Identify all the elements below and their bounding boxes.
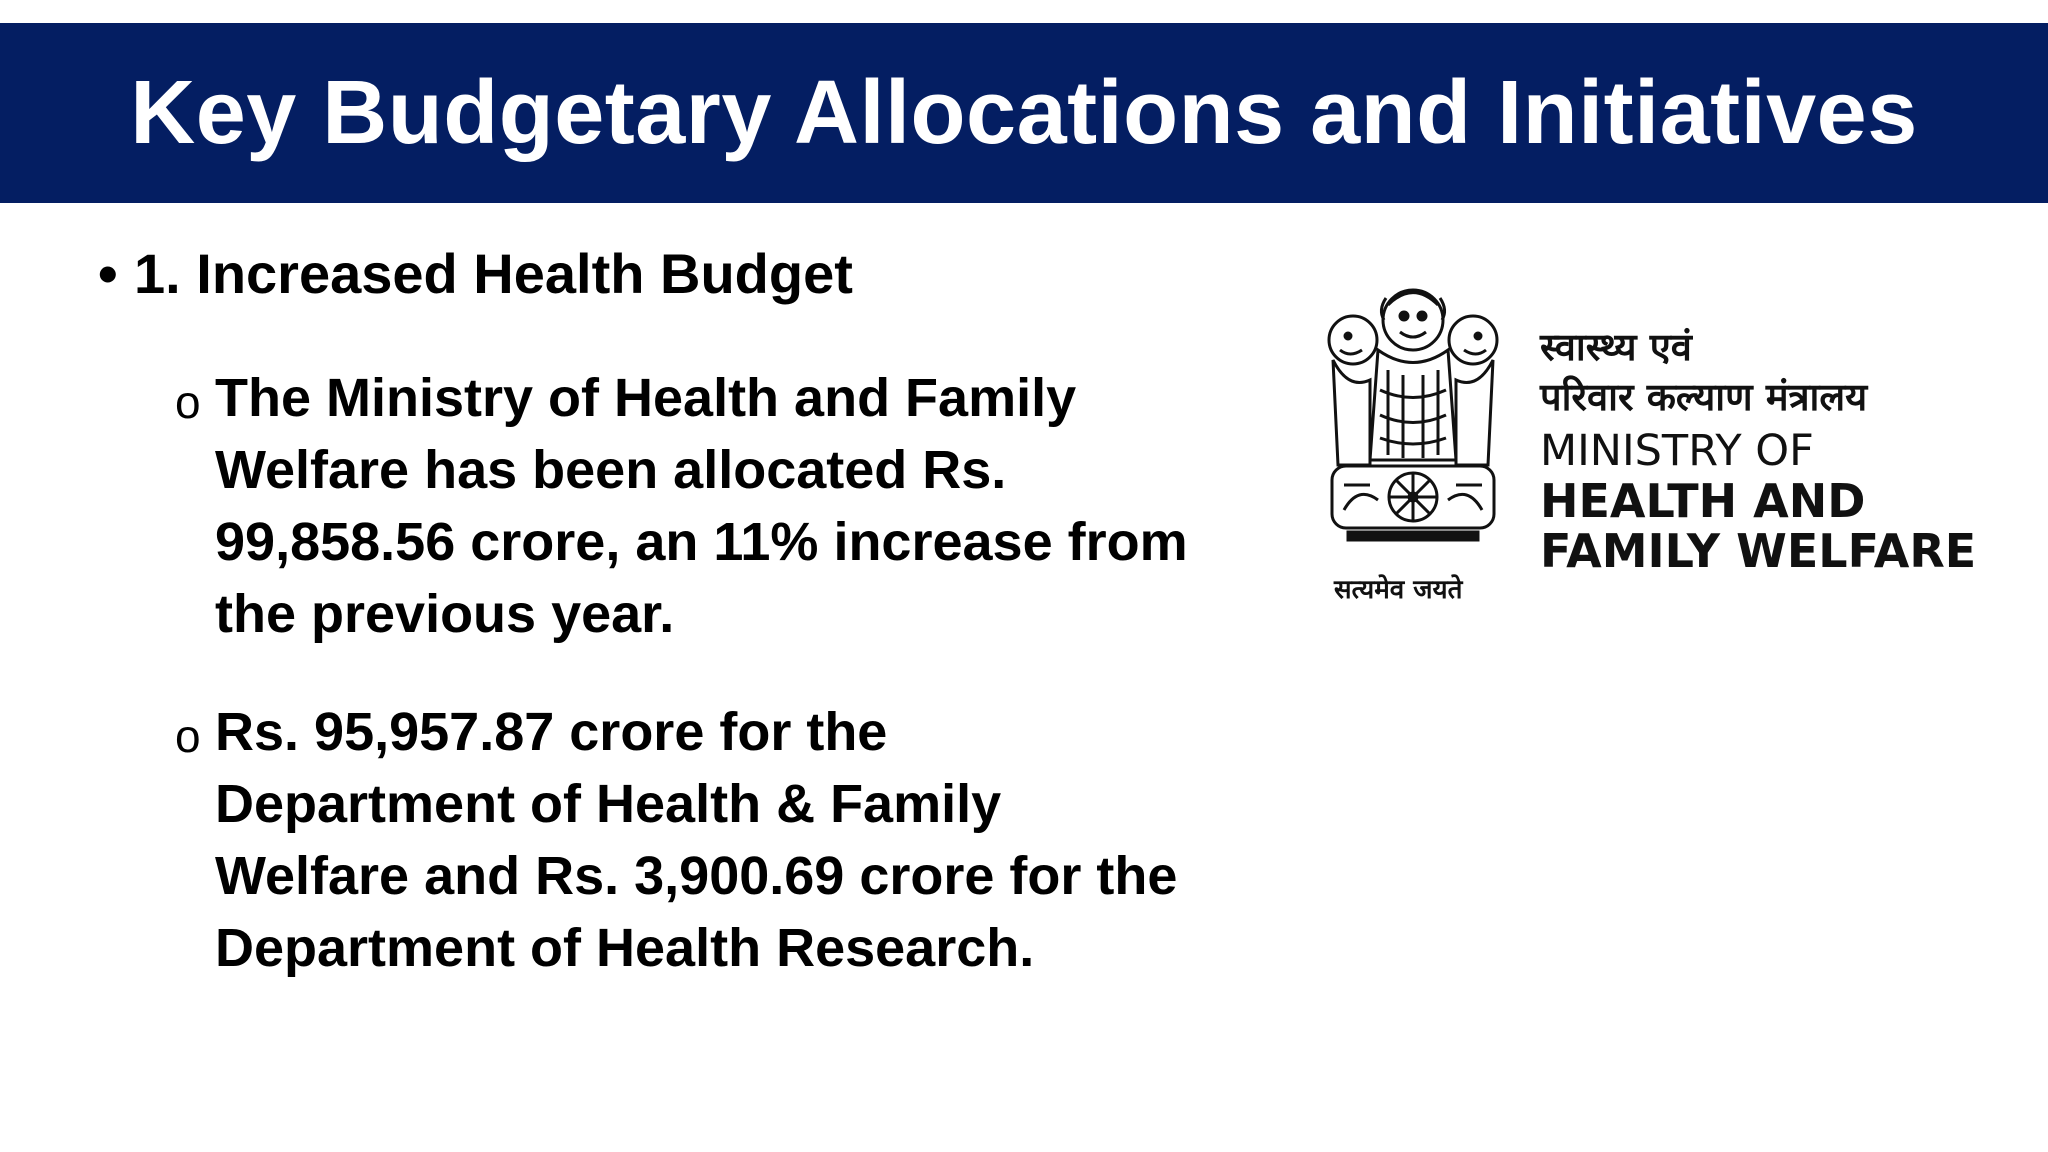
emblem-motto: सत्यमेव जयते — [1334, 575, 1463, 605]
sub-bullet-text: The Ministry of Health and Family Welfare has been allocated Rs. 99,858.56 crore, an 11% increase from the previous year. — [215, 368, 1188, 644]
ministry-hindi-line-2: परिवार कल्याण मंत्रालय — [1540, 375, 1868, 419]
sub-bullet-departments — [175, 696, 1195, 984]
sub-bullet-text: Rs. 95,957.87 crore for the Department of Health & Family Welfare and Rs. 3,900.69 crore for the Department of Health Research. — [215, 702, 1178, 978]
ministry-logo — [1318, 280, 2018, 620]
bullet-marker: • — [98, 242, 118, 305]
title-bar — [0, 23, 2048, 203]
sub-bullet-marker: o — [175, 376, 201, 428]
ministry-hindi-line-1: स्वास्थ्य एवं — [1540, 325, 1692, 369]
ministry-name — [1540, 322, 1976, 576]
sub-bullet-allocation — [175, 362, 1195, 650]
ministry-english-line-2: HEALTH AND — [1540, 474, 1866, 528]
ministry-english-line-3: FAMILY WELFARE — [1540, 524, 1977, 578]
main-bullet — [98, 238, 853, 310]
sub-bullet-marker: o — [175, 710, 201, 762]
ministry-english-line-1: MINISTRY OF — [1540, 426, 1814, 476]
main-bullet-text: 1. Increased Health Budget — [134, 242, 853, 305]
national-emblem-icon — [1318, 280, 1508, 560]
slide-title: Key Budgetary Allocations and Initiatives — [130, 62, 1918, 163]
